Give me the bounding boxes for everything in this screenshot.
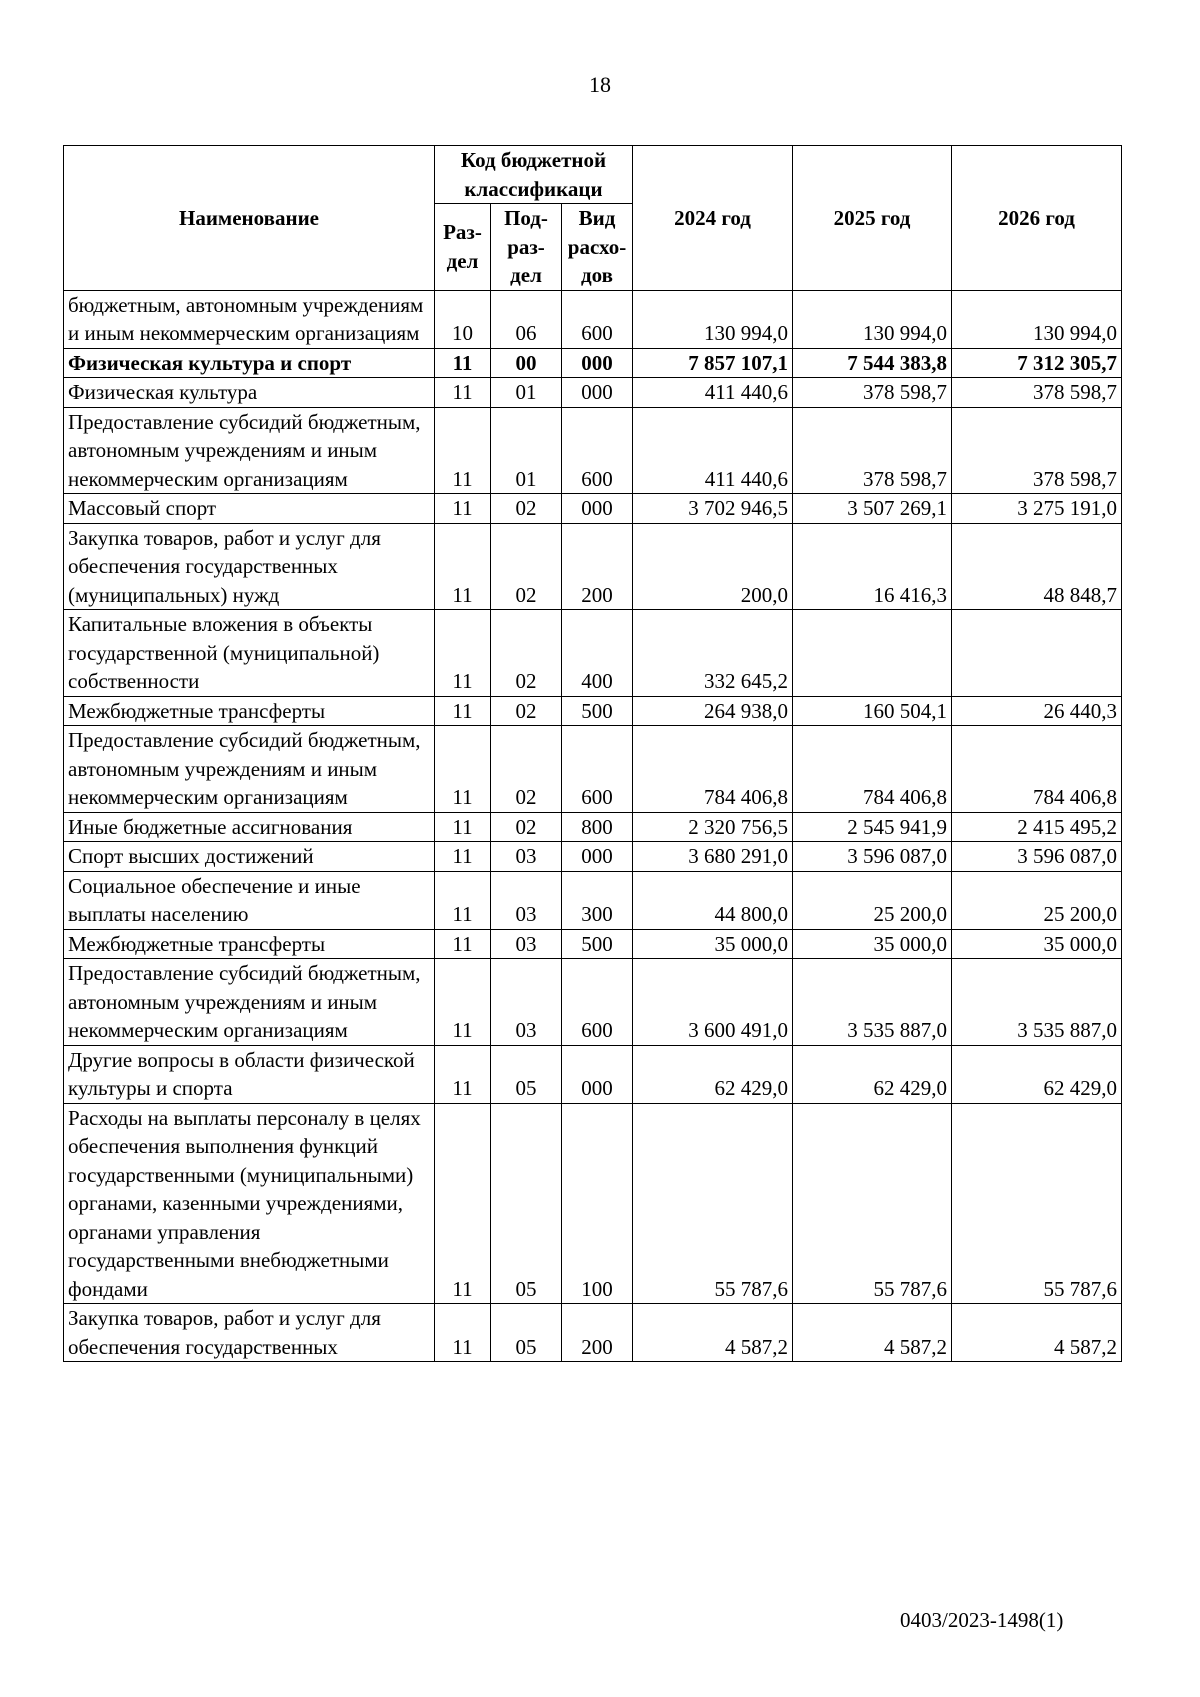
row-vid: 000 [562,1045,633,1103]
row-razdel: 11 [435,842,491,872]
row-value-2025: 130 994,0 [793,290,952,348]
table-row [64,842,1122,872]
row-podrazdel: 02 [491,812,562,842]
table-body [64,290,1122,1362]
row-value-2025: 3 596 087,0 [793,842,952,872]
row-value-2026: 3 596 087,0 [952,842,1122,872]
row-podrazdel: 05 [491,1304,562,1362]
row-value-2024: 411 440,6 [633,378,793,408]
row-value-2025: 62 429,0 [793,1045,952,1103]
row-razdel: 11 [435,929,491,959]
row-razdel: 11 [435,726,491,813]
row-value-2024: 3 680 291,0 [633,842,793,872]
row-value-2025: 160 504,1 [793,696,952,726]
header-code-group: Код бюджетной классификаци [435,146,633,204]
row-value-2024: 411 440,6 [633,407,793,494]
page-number: 18 [589,72,611,97]
row-value-2025 [793,610,952,697]
row-value-2025: 35 000,0 [793,929,952,959]
row-name: Социальное обеспечение и иные выплаты населению [64,871,435,929]
row-value-2026: 3 275 191,0 [952,494,1122,524]
row-value-2025: 4 587,2 [793,1304,952,1362]
row-value-2026: 4 587,2 [952,1304,1122,1362]
document-code: 0403/2023-1498(1) [900,1608,1064,1632]
row-podrazdel: 02 [491,523,562,610]
row-razdel: 11 [435,348,491,378]
header-name: Наименование [64,146,435,291]
row-value-2024: 3 600 491,0 [633,959,793,1046]
row-podrazdel: 02 [491,696,562,726]
row-value-2024: 784 406,8 [633,726,793,813]
row-value-2024: 62 429,0 [633,1045,793,1103]
row-name: Иные бюджетные ассигнования [64,812,435,842]
row-value-2026: 26 440,3 [952,696,1122,726]
row-value-2025: 16 416,3 [793,523,952,610]
table-row [64,1103,1122,1304]
row-value-2026: 784 406,8 [952,726,1122,813]
row-name: Расходы на выплаты персоналу в целях обеспечения выполнения функций государственными (муниципальными) органами, казенными учреждениями, органами управления государственными внебюджетными фондами [64,1103,435,1304]
row-value-2024: 7 857 107,1 [633,348,793,378]
row-value-2026 [952,610,1122,697]
row-value-2024: 44 800,0 [633,871,793,929]
row-podrazdel: 02 [491,610,562,697]
table-row [64,494,1122,524]
row-value-2026: 378 598,7 [952,378,1122,408]
row-vid: 600 [562,726,633,813]
table-row [64,610,1122,697]
row-podrazdel: 03 [491,929,562,959]
row-value-2024: 332 645,2 [633,610,793,697]
row-name: Закупка товаров, работ и услуг для обеспечения государственных [64,1304,435,1362]
row-razdel: 11 [435,494,491,524]
table-row [64,378,1122,408]
row-razdel: 11 [435,812,491,842]
row-podrazdel: 01 [491,407,562,494]
table-row [64,407,1122,494]
row-name: Физическая культура и спорт [64,348,435,378]
row-podrazdel: 03 [491,871,562,929]
row-value-2026: 48 848,7 [952,523,1122,610]
row-name: бюджетным, автономным учреждениям и иным некоммерческим организациям [64,290,435,348]
row-value-2025: 784 406,8 [793,726,952,813]
row-value-2025: 7 544 383,8 [793,348,952,378]
row-razdel: 10 [435,290,491,348]
row-value-2025: 25 200,0 [793,871,952,929]
table-row [64,290,1122,348]
row-vid: 600 [562,959,633,1046]
row-name: Межбюджетные трансферты [64,929,435,959]
row-vid: 800 [562,812,633,842]
row-razdel: 11 [435,1103,491,1304]
row-podrazdel: 05 [491,1103,562,1304]
header-vid: Вид расхо-дов [562,204,633,291]
row-value-2026: 2 415 495,2 [952,812,1122,842]
row-name: Спорт высших достижений [64,842,435,872]
row-name: Предоставление субсидий бюджетным, автономным учреждениям и иным некоммерческим организациям [64,959,435,1046]
row-value-2024: 3 702 946,5 [633,494,793,524]
header-2024: 2024 год [633,146,793,291]
header-2025: 2025 год [793,146,952,291]
row-razdel: 11 [435,407,491,494]
row-vid: 600 [562,290,633,348]
row-value-2025: 3 507 269,1 [793,494,952,524]
row-name: Предоставление субсидий бюджетным, автономным учреждениям и иным некоммерческим организациям [64,726,435,813]
row-value-2026: 35 000,0 [952,929,1122,959]
row-value-2024: 35 000,0 [633,929,793,959]
row-vid: 000 [562,494,633,524]
row-value-2025: 2 545 941,9 [793,812,952,842]
row-name: Межбюджетные трансферты [64,696,435,726]
row-razdel: 11 [435,523,491,610]
table-row [64,1304,1122,1362]
row-value-2024: 55 787,6 [633,1103,793,1304]
row-value-2024: 264 938,0 [633,696,793,726]
header-razdel: Раз-дел [435,204,491,291]
row-value-2025: 3 535 887,0 [793,959,952,1046]
row-vid: 600 [562,407,633,494]
row-podrazdel: 06 [491,290,562,348]
row-razdel: 11 [435,1304,491,1362]
row-vid: 400 [562,610,633,697]
row-value-2025: 55 787,6 [793,1103,952,1304]
row-razdel: 11 [435,696,491,726]
header-row-top [64,146,1122,204]
row-podrazdel: 01 [491,378,562,408]
row-podrazdel: 02 [491,494,562,524]
row-name: Закупка товаров, работ и услуг для обеспечения государственных (муниципальных) нужд [64,523,435,610]
row-vid: 500 [562,696,633,726]
row-vid: 200 [562,1304,633,1362]
row-razdel: 11 [435,959,491,1046]
table-row [64,1045,1122,1103]
row-podrazdel: 02 [491,726,562,813]
row-razdel: 11 [435,1045,491,1103]
row-vid: 500 [562,929,633,959]
row-value-2026: 130 994,0 [952,290,1122,348]
row-value-2026: 3 535 887,0 [952,959,1122,1046]
row-podrazdel: 03 [491,842,562,872]
row-podrazdel: 00 [491,348,562,378]
row-value-2026: 378 598,7 [952,407,1122,494]
table-row [64,348,1122,378]
header-2026: 2026 год [952,146,1122,291]
row-value-2026: 25 200,0 [952,871,1122,929]
row-value-2024: 4 587,2 [633,1304,793,1362]
row-value-2026: 62 429,0 [952,1045,1122,1103]
table-row [64,696,1122,726]
row-vid: 300 [562,871,633,929]
row-razdel: 11 [435,378,491,408]
row-podrazdel: 05 [491,1045,562,1103]
row-vid: 000 [562,348,633,378]
row-razdel: 11 [435,610,491,697]
budget-table [63,145,1122,1362]
row-value-2025: 378 598,7 [793,407,952,494]
table-row [64,812,1122,842]
row-name: Капитальные вложения в объекты государственной (муниципальной) собственности [64,610,435,697]
row-vid: 000 [562,378,633,408]
row-name: Массовый спорт [64,494,435,524]
row-vid: 100 [562,1103,633,1304]
row-value-2024: 2 320 756,5 [633,812,793,842]
table-row [64,959,1122,1046]
header-podrazdel: Под-раз-дел [491,204,562,291]
table-row [64,871,1122,929]
table-row [64,726,1122,813]
table-row [64,929,1122,959]
row-value-2026: 55 787,6 [952,1103,1122,1304]
row-vid: 000 [562,842,633,872]
row-podrazdel: 03 [491,959,562,1046]
table-row [64,523,1122,610]
row-vid: 200 [562,523,633,610]
row-value-2025: 378 598,7 [793,378,952,408]
row-value-2024: 130 994,0 [633,290,793,348]
row-name: Предоставление субсидий бюджетным, автономным учреждениям и иным некоммерческим организациям [64,407,435,494]
row-value-2026: 7 312 305,7 [952,348,1122,378]
row-name: Физическая культура [64,378,435,408]
row-value-2024: 200,0 [633,523,793,610]
row-name: Другие вопросы в области физической культуры и спорта [64,1045,435,1103]
row-razdel: 11 [435,871,491,929]
